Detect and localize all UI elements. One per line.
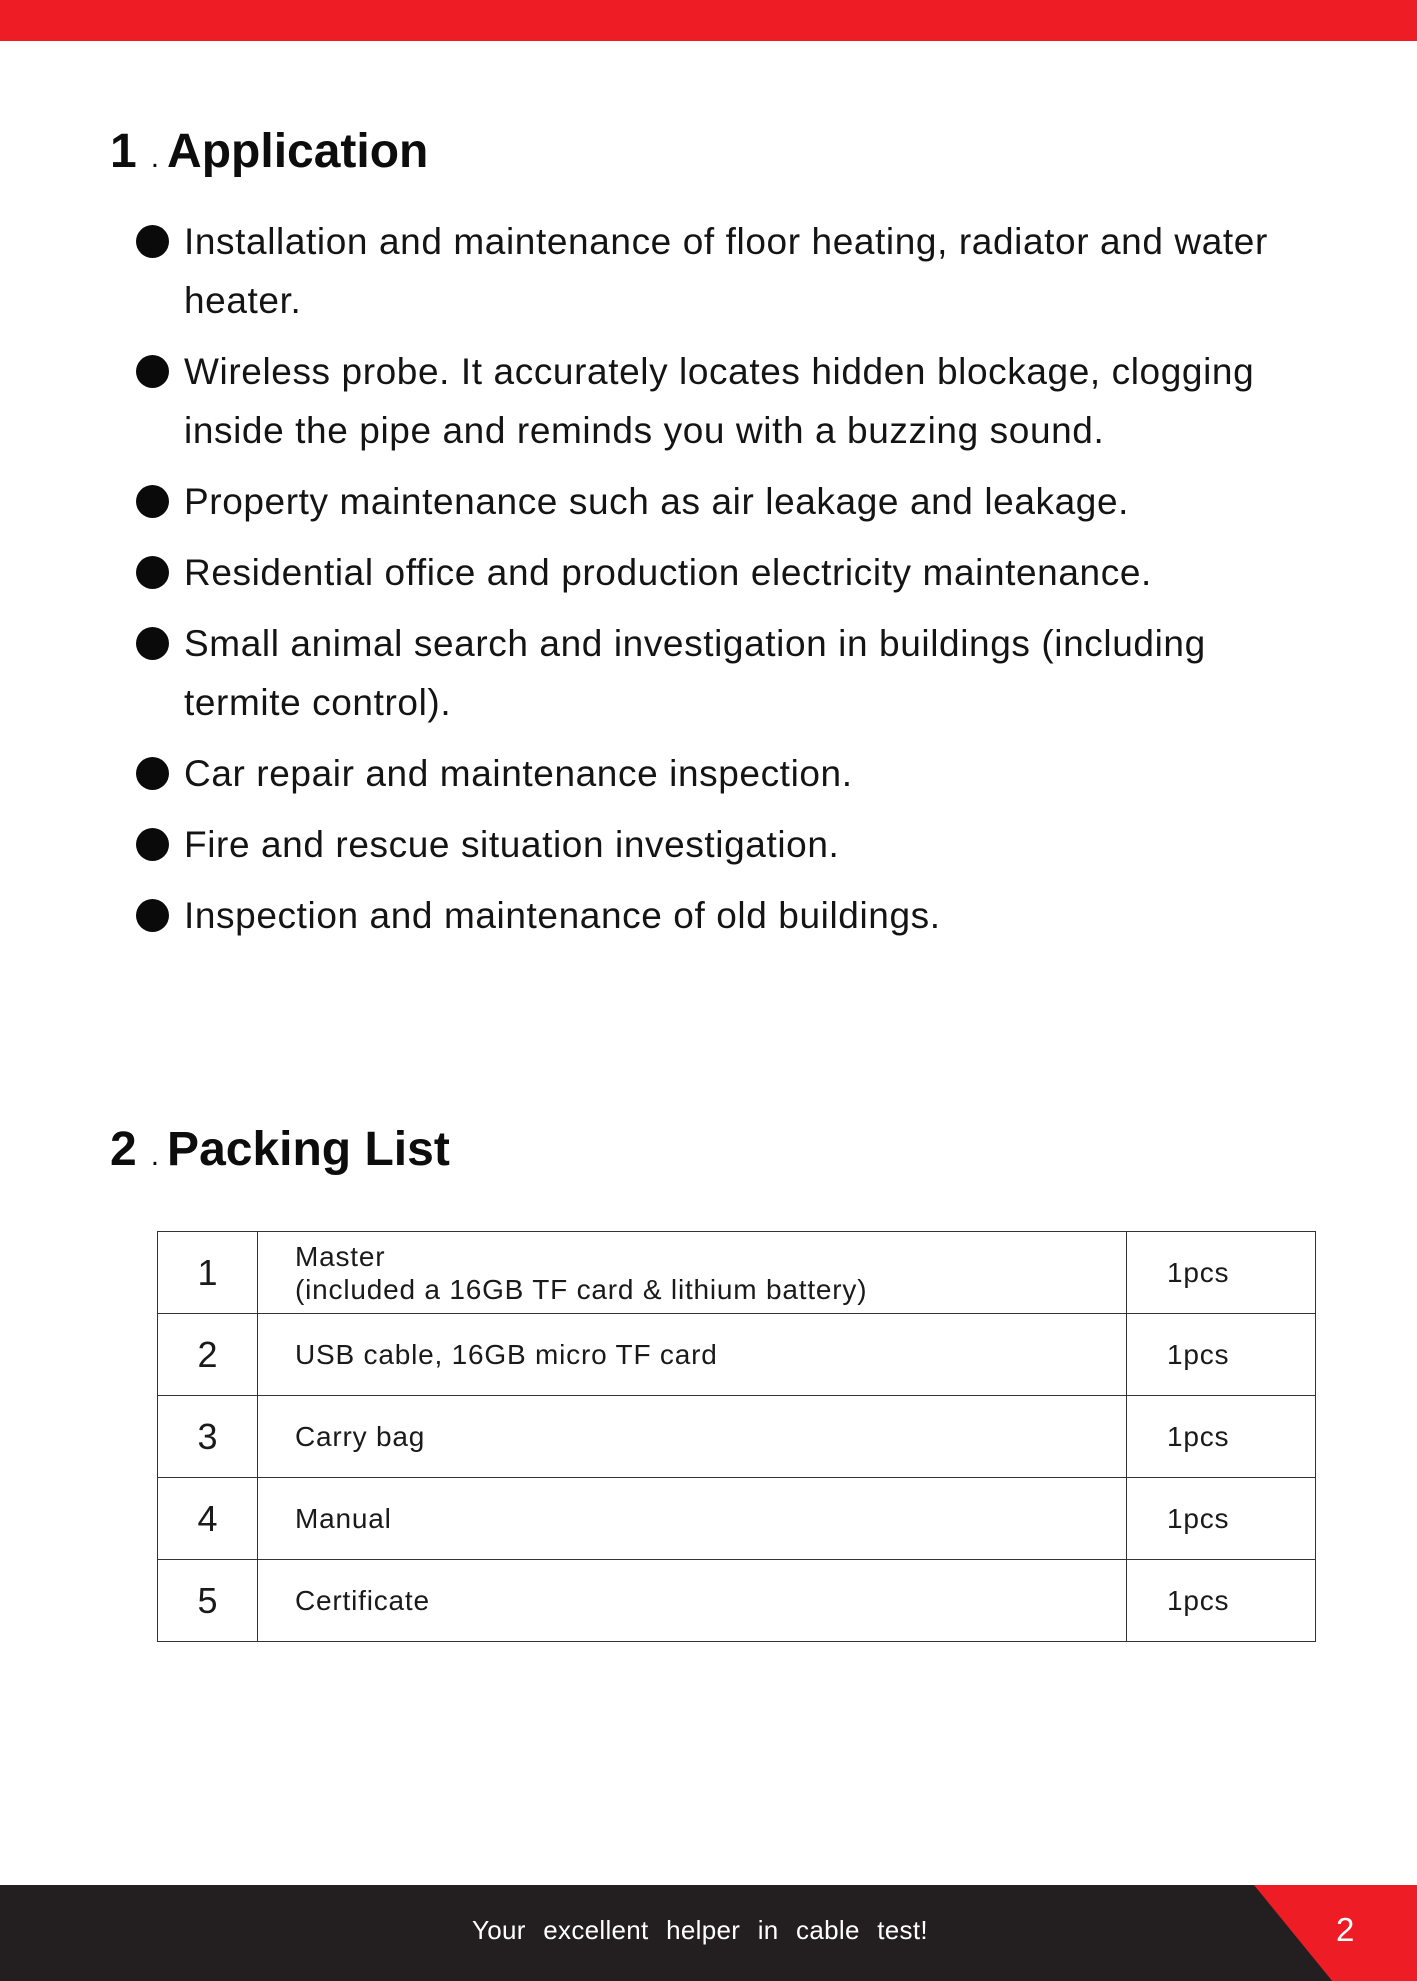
row-number: 4 (158, 1478, 258, 1560)
application-item-text: Installation and maintenance of floor heating, radiator and water heater. (184, 221, 1268, 321)
application-heading (110, 124, 428, 186)
application-item-text: Residential office and production electricity maintenance. (184, 552, 1152, 593)
application-item (136, 342, 1296, 460)
application-item (136, 614, 1296, 732)
page-number: 2 (1336, 1911, 1355, 1948)
bullet-icon (136, 556, 169, 589)
row-number: 3 (158, 1396, 258, 1478)
application-item-text: Property maintenance such as air leakage and leakage. (184, 481, 1130, 522)
table-row (158, 1478, 1316, 1560)
row-quantity: 1pcs (1127, 1314, 1316, 1396)
application-list (136, 212, 1296, 957)
row-number: 5 (158, 1560, 258, 1642)
packing-heading-title: Packing List (167, 1123, 450, 1176)
bullet-icon (136, 355, 169, 388)
row-item: USB cable, 16GB micro TF card (258, 1314, 1127, 1396)
application-item-text: Wireless probe. It accurately locates hidden blockage, clogging inside the pipe and reminds you with a buzzing sound. (184, 351, 1255, 451)
bullet-icon (136, 485, 169, 518)
row-item (258, 1232, 1127, 1314)
footer-tagline: Your excellent helper in cable test! (472, 1915, 928, 1945)
row-item: Carry bag (258, 1396, 1127, 1478)
bullet-icon (136, 627, 169, 660)
row-item-note: (included a 16GB TF card & lithium battery) (295, 1273, 868, 1305)
row-number: 1 (158, 1232, 258, 1314)
row-quantity: 1pcs (1127, 1232, 1316, 1314)
table-row (158, 1232, 1316, 1314)
table-row (158, 1560, 1316, 1642)
application-item (136, 815, 1296, 874)
application-item (136, 886, 1296, 945)
row-item: Manual (258, 1478, 1127, 1560)
application-heading-separator: . (150, 141, 160, 174)
packing-list-heading (110, 1122, 450, 1184)
application-item-text: Small animal search and investigation in buildings (including termite control). (184, 623, 1206, 723)
table-row (158, 1314, 1316, 1396)
row-item-name: Master (295, 1240, 386, 1272)
bullet-icon (136, 899, 169, 932)
application-item (136, 212, 1296, 330)
row-quantity: 1pcs (1127, 1560, 1316, 1642)
application-item-text: Car repair and maintenance inspection. (184, 753, 853, 794)
application-item (136, 744, 1296, 803)
row-number: 2 (158, 1314, 258, 1396)
packing-list-table (157, 1231, 1316, 1642)
application-item-text: Inspection and maintenance of old buildings. (184, 895, 941, 936)
bullet-icon (136, 225, 169, 258)
header-accent-bar (0, 0, 1417, 41)
packing-heading-separator: . (150, 1139, 160, 1172)
bullet-icon (136, 757, 169, 790)
packing-heading-number: 2 (110, 1123, 137, 1176)
application-item (136, 543, 1296, 602)
application-item-text: Fire and rescue situation investigation. (184, 824, 840, 865)
row-quantity: 1pcs (1127, 1478, 1316, 1560)
row-quantity: 1pcs (1127, 1396, 1316, 1478)
bullet-icon (136, 828, 169, 861)
row-item: Certificate (258, 1560, 1127, 1642)
application-heading-number: 1 (110, 125, 137, 178)
table-row (158, 1396, 1316, 1478)
application-heading-title: Application (167, 125, 429, 178)
application-item (136, 472, 1296, 531)
